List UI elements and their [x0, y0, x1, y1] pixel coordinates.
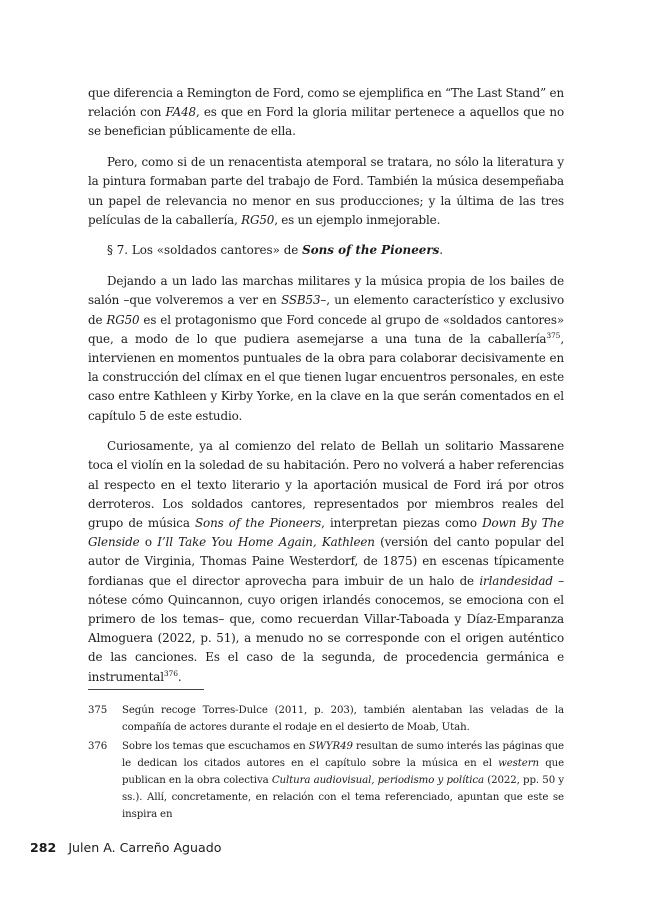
- page-footer: [30, 840, 221, 855]
- paragraph-4: Curiosamente, ya al comienzo del relato de Bellah un solitario Massarene toca el violín en la soledad de su habitación. Pero no volverá a haber referencias al respecto en el texto literario y la aportación musical de Ford irá por otros derroteros. Los soldados cantores, representados por miembros reales del grupo de música Sons of the Pioneers, interpretan piezas como Down By The Glenside o I’ll Take You Home Again, Kathleen (versión del canto popular del autor de Virginia, Thomas Paine Westerdorf, de 1875) en escenas típicamente fordianas que el director aprovecha para imbuir de un halo de irlandesidad –nótese cómo Quincannon, cuyo origen irlandés conocemos, se emociona con el primero de los temas– que, como recuerdan Villar-Taboada y Díaz-Emparanza Almoguera (2022, p. 51), a menudo no se corresponde con el origen auténtico de las canciones. Es el caso de la segunda, de procedencia germánica e instrumental$^{376}$.: [88, 439, 565, 684]
- paragraph-2: Pero, como si de un renacentista atemporal se tratara, no sólo la literatura y la pintura formaban parte del trabajo de Ford. También la música desempeñaba un papel de relevancia no menor en sus producciones; y la última de las tres películas de la caballería, RG50, es un ejemplo inmejorable.: [88, 155, 564, 227]
- footnote-number: 375: [88, 705, 108, 716]
- page-number: 282: [30, 840, 57, 855]
- footnote-text: Sobre los temas que escuchamos en SWYR49 resultan de sumo interés las páginas que le dedican los citados autores en el capítulo sobre la música en el western que publican en la obra colectiva Cultura audiovisual, periodismo y política (2022, pp. 50 y ss.). Allí, concretamente, en relación con el tema referenciado, apuntan que este se inspira en: [122, 741, 564, 820]
- footnote-ref-375[interactable]: 375: [546, 330, 561, 340]
- footnote-divider: [88, 689, 204, 690]
- paragraph-1: que diferencia a Remington de Ford, como se ejemplifica en “The Last Stand” en relación con FA48, es que en Ford la gloria militar pertenece a aquellos que no se benefician públicamente de ella.: [88, 86, 564, 139]
- footnote-376: [88, 738, 564, 823]
- section-heading: § 7. Los «soldados cantores» de Sons of the Pioneers.: [107, 243, 444, 258]
- footnote-ref-376[interactable]: 376: [163, 668, 178, 678]
- body-text: [88, 84, 564, 698]
- running-author: Julen A. Carreño Aguado: [68, 840, 222, 855]
- footnote-number: 376: [88, 741, 108, 752]
- footnotes: [88, 702, 564, 825]
- footnote-text: Según recoge Torres-Dulce (2011, p. 203), también alentaban las veladas de la compañía de actores durante el rodaje en el desierto de Moab, Utah.: [122, 705, 564, 733]
- footnote-375: [88, 702, 564, 736]
- paragraph-3: Dejando a un lado las marchas militares y la música propia de los bailes de salón –que volveremos a ver en SSB53–, un elemento característico y exclusivo de RG50 es el protagonismo que Ford concede al grupo de «soldados cantores» que, a modo de lo que pudiera asemejarse a una tuna de la caballería$^{375}$, intervienen en momentos puntuales de la obra para colaborar decisivamente en la construcción del clímax en el que tienen lugar encuentros personales, en este caso entre Kathleen y Kirby Yorke, en la clave en la que serán comentados en el capítulo 5 de este estudio.: [88, 274, 565, 423]
